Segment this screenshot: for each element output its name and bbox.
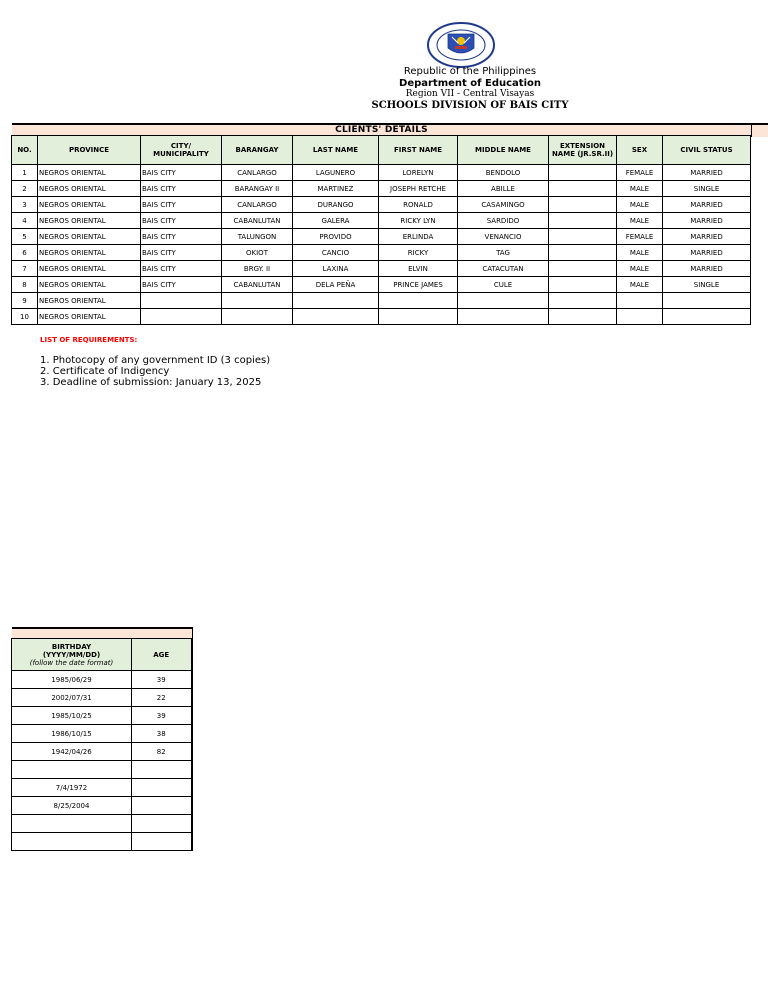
- clients-header-row: [12, 136, 751, 165]
- table-cell: DURANGO: [293, 197, 379, 213]
- table-cell: [379, 309, 458, 325]
- table-cell: FEMALE: [617, 229, 663, 245]
- table-row: [12, 833, 192, 851]
- table-cell: BAIS CITY: [141, 261, 222, 277]
- table-cell: [549, 261, 617, 277]
- table-cell: [617, 293, 663, 309]
- table-cell: NEGROS ORIENTAL: [38, 229, 141, 245]
- birthday-cell: 1986/10/15: [12, 725, 132, 743]
- table-cell: [293, 293, 379, 309]
- table-cell: SINGLE: [663, 181, 751, 197]
- table-cell: [549, 245, 617, 261]
- table-cell: [222, 309, 293, 325]
- table-row: [12, 229, 751, 245]
- table-cell: SARDIDO: [458, 213, 549, 229]
- table-cell: BENDOLO: [458, 165, 549, 181]
- table-cell: CABANLUTAN: [222, 213, 293, 229]
- table-cell: SINGLE: [663, 277, 751, 293]
- table-cell: BAIS CITY: [141, 245, 222, 261]
- age-cell: 39: [132, 707, 192, 725]
- table-cell: DELA PEÑA: [293, 277, 379, 293]
- table-cell: MARRIED: [663, 197, 751, 213]
- table-cell: BARANGAY II: [222, 181, 293, 197]
- table-cell: RICKY: [379, 245, 458, 261]
- table-cell: 8: [12, 277, 38, 293]
- table-cell: [141, 309, 222, 325]
- table-row: [12, 261, 751, 277]
- table-cell: 10: [12, 309, 38, 325]
- table-cell: MALE: [617, 277, 663, 293]
- table-cell: BAIS CITY: [141, 277, 222, 293]
- table-cell: MALE: [617, 261, 663, 277]
- table-cell: [549, 197, 617, 213]
- table-cell: CATACUTAN: [458, 261, 549, 277]
- table-cell: BAIS CITY: [141, 165, 222, 181]
- table-cell: ELVIN: [379, 261, 458, 277]
- table-row: [12, 797, 192, 815]
- table-cell: LORELYN: [379, 165, 458, 181]
- table-row: [12, 689, 192, 707]
- clients-details-title: CLIENTS' DETAILS: [335, 125, 428, 135]
- header-birthday-format: (YYYY/MM/DD): [42, 650, 101, 659]
- table-cell: [549, 293, 617, 309]
- table-cell: NEGROS ORIENTAL: [38, 197, 141, 213]
- table-cell: CANLARGO: [222, 165, 293, 181]
- table-cell: MALE: [617, 213, 663, 229]
- header-last-name: LAST NAME: [293, 136, 379, 165]
- table-cell: MALE: [617, 181, 663, 197]
- table-cell: [549, 277, 617, 293]
- header-sex: SEX: [617, 136, 663, 165]
- region-line: Region VII - Central Visayas: [405, 89, 535, 99]
- table-row: [12, 743, 192, 761]
- header-birthday-note: (follow the date format): [29, 658, 114, 667]
- birthday-cell: 2002/07/31: [12, 689, 132, 707]
- table-cell: NEGROS ORIENTAL: [38, 277, 141, 293]
- table-cell: 5: [12, 229, 38, 245]
- table-cell: BRGY. II: [222, 261, 293, 277]
- table-cell: FEMALE: [617, 165, 663, 181]
- requirement-item: 3. Deadline of submission: January 13, 2025: [40, 377, 262, 388]
- table-row: [12, 815, 192, 833]
- birthday-table-body: [12, 671, 192, 851]
- table-cell: RONALD: [379, 197, 458, 213]
- header-civil-status: CIVIL STATUS: [663, 136, 751, 165]
- table-cell: [141, 293, 222, 309]
- header-barangay: BARANGAY: [222, 136, 293, 165]
- age-cell: [132, 833, 192, 851]
- table-cell: [617, 309, 663, 325]
- table-cell: 2: [12, 181, 38, 197]
- requirements-title: LIST OF REQUIREMENTS:: [40, 336, 138, 344]
- table-cell: [222, 293, 293, 309]
- table-cell: JOSEPH RETCHE: [379, 181, 458, 197]
- table-cell: GALERA: [293, 213, 379, 229]
- table-row: [12, 165, 751, 181]
- table-cell: MARRIED: [663, 213, 751, 229]
- header-extension: EXTENSION NAME (JR.SR.II): [549, 136, 617, 165]
- table-cell: BAIS CITY: [141, 229, 222, 245]
- table-cell: CULE: [458, 277, 549, 293]
- header-birthday: [12, 639, 132, 671]
- table-cell: ERLINDA: [379, 229, 458, 245]
- age-cell: 39: [132, 671, 192, 689]
- title-bar-edge: [751, 125, 752, 137]
- table-cell: CANLARGO: [222, 197, 293, 213]
- table-row: [12, 277, 751, 293]
- table-row: [12, 181, 751, 197]
- table-cell: 4: [12, 213, 38, 229]
- requirement-item: 2. Certificate of Indigency: [40, 366, 170, 377]
- birthday-cell: [12, 815, 132, 833]
- header-no: NO.: [12, 136, 38, 165]
- table-cell: NEGROS ORIENTAL: [38, 181, 141, 197]
- table-cell: RICKY LYN: [379, 213, 458, 229]
- birthday-cell: 1942/04/26: [12, 743, 132, 761]
- table-row: [12, 197, 751, 213]
- table-cell: NEGROS ORIENTAL: [38, 261, 141, 277]
- table-cell: PROVIDO: [293, 229, 379, 245]
- age-cell: 22: [132, 689, 192, 707]
- table-cell: BAIS CITY: [141, 213, 222, 229]
- table-cell: [549, 181, 617, 197]
- table-row: [12, 309, 751, 325]
- table-cell: VENANCIO: [458, 229, 549, 245]
- age-cell: [132, 761, 192, 779]
- table-cell: 6: [12, 245, 38, 261]
- table-cell: [379, 293, 458, 309]
- table-cell: MARTINEZ: [293, 181, 379, 197]
- birthday-cell: 8/25/2004: [12, 797, 132, 815]
- requirement-item: 1. Photocopy of any government ID (3 copies): [40, 355, 271, 366]
- table-cell: NEGROS ORIENTAL: [38, 165, 141, 181]
- header-birthday-label: BIRTHDAY: [51, 642, 92, 651]
- table-cell: [293, 309, 379, 325]
- table-row: [12, 671, 192, 689]
- header-province: PROVINCE: [38, 136, 141, 165]
- birthday-cell: [12, 833, 132, 851]
- header-age: AGE: [132, 639, 192, 671]
- table-cell: CANCIO: [293, 245, 379, 261]
- table-cell: TALUNGON: [222, 229, 293, 245]
- table-cell: TAG: [458, 245, 549, 261]
- table-cell: MALE: [617, 245, 663, 261]
- table-cell: NEGROS ORIENTAL: [38, 309, 141, 325]
- division-line: SCHOOLS DIVISION OF BAIS CITY: [371, 100, 569, 111]
- birthday-cell: 1985/06/29: [12, 671, 132, 689]
- table-cell: [458, 309, 549, 325]
- birthday-header-row: [12, 639, 192, 671]
- header-first-name: FIRST NAME: [379, 136, 458, 165]
- table-cell: [458, 293, 549, 309]
- table-cell: MALE: [617, 197, 663, 213]
- table-cell: BAIS CITY: [141, 181, 222, 197]
- table-row: [12, 293, 751, 309]
- table-cell: 7: [12, 261, 38, 277]
- clients-table: [11, 135, 751, 325]
- clients-table-body: [12, 165, 751, 325]
- age-cell: 82: [132, 743, 192, 761]
- birthday-cell: [12, 761, 132, 779]
- header-city: CITY/ MUNICIPALITY: [141, 136, 222, 165]
- table-cell: [549, 309, 617, 325]
- republic-line: Republic of the Philippines: [403, 66, 537, 77]
- table-cell: [663, 309, 751, 325]
- table-cell: 1: [12, 165, 38, 181]
- table-cell: 9: [12, 293, 38, 309]
- table-cell: NEGROS ORIENTAL: [38, 213, 141, 229]
- header-middle-name: MIDDLE NAME: [458, 136, 549, 165]
- deped-seal-logo: [426, 22, 496, 68]
- table-cell: ABILLE: [458, 181, 549, 197]
- age-cell: [132, 797, 192, 815]
- table-cell: LAXINA: [293, 261, 379, 277]
- department-line: Department of Education: [399, 78, 541, 89]
- table-cell: 3: [12, 197, 38, 213]
- table-cell: CASAMINGO: [458, 197, 549, 213]
- table-cell: CABANLUTAN: [222, 277, 293, 293]
- table-row: [12, 707, 192, 725]
- age-cell: [132, 815, 192, 833]
- table-row: [12, 761, 192, 779]
- table-row: [12, 213, 751, 229]
- age-cell: 38: [132, 725, 192, 743]
- table-cell: [549, 213, 617, 229]
- table-cell: MARRIED: [663, 261, 751, 277]
- birthday-table: [11, 638, 193, 851]
- table-cell: MARRIED: [663, 229, 751, 245]
- table-cell: BAIS CITY: [141, 197, 222, 213]
- table-cell: PRINCE JAMES: [379, 277, 458, 293]
- age-cell: [132, 779, 192, 797]
- table-row: [12, 245, 751, 261]
- birthday-cell: 1985/10/25: [12, 707, 132, 725]
- table-cell: NEGROS ORIENTAL: [38, 293, 141, 309]
- table-cell: [549, 165, 617, 181]
- table-row: [12, 779, 192, 797]
- table-cell: [549, 229, 617, 245]
- table-cell: LAGUNERO: [293, 165, 379, 181]
- table-cell: OKIOT: [222, 245, 293, 261]
- table-cell: MARRIED: [663, 245, 751, 261]
- table-cell: NEGROS ORIENTAL: [38, 245, 141, 261]
- birthday-cell: 7/4/1972: [12, 779, 132, 797]
- table-row: [12, 725, 192, 743]
- table-cell: MARRIED: [663, 165, 751, 181]
- table-cell: [663, 293, 751, 309]
